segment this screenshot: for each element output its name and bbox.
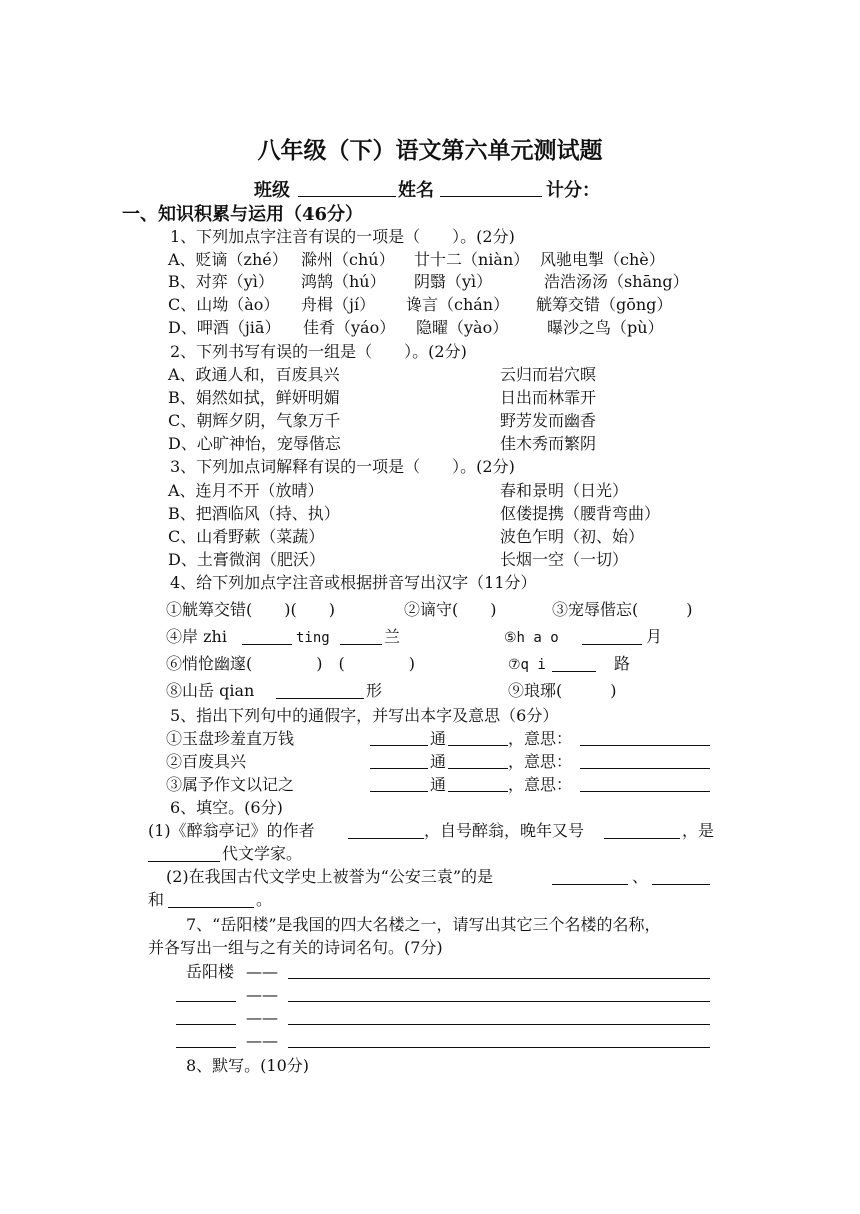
q3-option: 波色乍明（初、始） (500, 527, 645, 546)
q4-blank (340, 644, 382, 645)
q4-item: ②谪守( ) (404, 600, 497, 619)
name-blank (440, 196, 542, 197)
q4-item: 月 (646, 627, 663, 646)
q5-blank (580, 745, 710, 746)
q7-stem: 7、“岳阳楼”是我国的四大名楼之一，请写出其它三个名楼的名称， (186, 915, 661, 934)
q4-item: 兰 (384, 627, 401, 646)
q5-blank (370, 768, 428, 769)
q1-option: 佳肴（yáo） (303, 318, 396, 337)
q6-text: (2)在我国古代文学史上被誉为“公安三袁”的是 (166, 867, 494, 886)
q5-blank (580, 791, 710, 792)
q3-option: D、土膏微润（肥沃） (168, 550, 325, 569)
q1-option: 风驰电掣（chè） (540, 250, 665, 269)
q7-answer-line (288, 1047, 710, 1048)
q2-option: 佳木秀而繁阴 (500, 434, 597, 453)
q5-tong: 通 (430, 729, 447, 748)
q5-blank (448, 768, 508, 769)
q2-option: 云归而岩穴暝 (500, 365, 597, 384)
q7-name-blank (176, 1001, 236, 1002)
q5-blank (448, 745, 508, 746)
q7-dash: —— (246, 962, 278, 981)
q4-item: ⑤h a o (504, 630, 559, 646)
q7-answer-line (288, 978, 710, 979)
q2-option: D、心旷神怡，宠辱偕忘 (168, 434, 341, 453)
q3-option: 春和景明（日光） (500, 481, 629, 500)
q4-item: ⑥悄怆幽邃( ) ( ) (166, 654, 415, 673)
q5-blank (370, 745, 428, 746)
q7-dash: —— (246, 1031, 278, 1050)
q2-option: 日出而林霏开 (500, 388, 597, 407)
q3-stem: 3、下列加点词解释有误的一项是（ ）。(2分) (170, 457, 515, 476)
q4-item: ⑨琅琊( ) (508, 681, 617, 700)
q6-blank (552, 884, 628, 885)
q4-item: ting (296, 630, 330, 646)
q7-label: 岳阳楼 (186, 962, 235, 981)
q4-item: ③宠辱偕忘( ) (552, 600, 693, 619)
header-score-label: 计分： (546, 180, 600, 201)
q2-option: C、朝辉夕阴，气象万千 (168, 411, 341, 430)
q6-text: 和 (148, 890, 165, 909)
q1-stem: 1、下列加点字注音有误的一项是（ ）。(2分) (170, 227, 515, 246)
q7-dash: —— (246, 1008, 278, 1027)
q6-blank (168, 907, 254, 908)
q1-option: 曝沙之鸟（pù） (547, 318, 664, 337)
q4-item: ④岸 zhi (166, 627, 227, 646)
q4-item: 形 (366, 681, 383, 700)
q1-option: 觥筹交错（gōng） (536, 295, 673, 314)
q6-text: 、 (632, 867, 649, 886)
q4-blank (276, 698, 364, 699)
q2-option: 野芳发而幽香 (500, 411, 597, 430)
q2-option: A、政通人和，百废具兴 (168, 365, 340, 384)
q7-dash: —— (246, 985, 278, 1004)
q1-option: 鸿鹄（hú） (301, 272, 386, 291)
q5-yisi: ，意思： (508, 729, 573, 748)
q4-blank (242, 644, 292, 645)
q1-option: A、贬谪（zhé） (168, 250, 288, 269)
q1-option: D、呷酒（jiā） (168, 318, 281, 337)
q6-blank (652, 884, 710, 885)
q6-blank (148, 861, 220, 862)
q6-text: 。 (256, 890, 273, 909)
q3-option: 长烟一空（一切） (500, 550, 629, 569)
header-class-label: 班级 (254, 180, 290, 201)
q5-tong: 通 (430, 775, 447, 794)
section-heading: 一、知识积累与运用（46分） (122, 204, 364, 225)
q1-option: 滁州（chú） (301, 250, 395, 269)
q5-item: ③属予作文以记之 (166, 775, 295, 794)
q5-stem: 5、指出下列句中的通假字，并写出本字及意思（6分） (170, 706, 559, 725)
q1-option: B、对弈（yì） (168, 272, 274, 291)
q1-option: 舟楫（jí） (301, 295, 376, 314)
page-title: 八年级（下）语文第六单元测试题 (257, 137, 603, 164)
header-name-label: 姓名 (398, 180, 434, 201)
q6-text: (1)《醉翁亭记》的作者 (148, 821, 315, 840)
q4-stem: 4、给下列加点字注音或根据拼音写出汉字（11分） (170, 573, 537, 592)
q4-blank (552, 671, 596, 672)
q7-answer-line (288, 1001, 710, 1002)
q4-item: 路 (614, 654, 631, 673)
q1-option: 浩浩汤汤（shāng） (544, 272, 689, 291)
q6-text: 代文学家。 (222, 844, 303, 863)
q4-blank (582, 644, 642, 645)
q6-blank (348, 838, 424, 839)
q3-option: C、山肴野蔌（菜蔬） (168, 527, 325, 546)
q5-yisi: ，意思： (508, 775, 573, 794)
q2-option: B、娟然如拭，鲜妍明媚 (168, 388, 340, 407)
q3-option: B、把酒临风（持、执） (168, 504, 340, 523)
q6-text: ，自号醉翁，晚年又号 (424, 821, 585, 840)
q7-name-blank (176, 1024, 236, 1025)
q4-item: ⑧山岳 qian (166, 681, 255, 700)
class-blank (298, 196, 396, 197)
q7-answer-line (288, 1024, 710, 1025)
q1-option: 廿十二（niàn） (414, 250, 530, 269)
q5-item: ①玉盘珍羞直万钱 (166, 729, 295, 748)
q7-stem: 并各写出一组与之有关的诗词名句。(7分) (148, 938, 443, 957)
q5-blank (370, 791, 428, 792)
q7-name-blank (176, 1047, 236, 1048)
q1-option: C、山坳（ào） (168, 295, 280, 314)
q5-item: ②百废具兴 (166, 752, 247, 771)
q1-option: 谗言（chán） (406, 295, 510, 314)
q1-option: 隐曜（yào） (416, 318, 509, 337)
q5-yisi: ，意思： (508, 752, 573, 771)
q4-item: ①觥筹交错( )( ) (166, 600, 335, 619)
q6-text: ，是 (682, 821, 715, 840)
q3-option: 伛偻提携（腰背弯曲） (500, 504, 661, 523)
q5-tong: 通 (430, 752, 447, 771)
q6-blank (604, 838, 680, 839)
q4-item: ⑦q i (508, 657, 546, 673)
q3-option: A、连月不开（放晴） (168, 481, 324, 500)
q1-option: 阴翳（yì） (414, 272, 493, 291)
q2-stem: 2、下列书写有误的一组是（ ）。(2分) (170, 342, 467, 361)
q6-stem: 6、填空。(6分) (170, 798, 283, 817)
q5-blank (580, 768, 710, 769)
q5-blank (448, 791, 508, 792)
q8-stem: 8、默写。(10分) (186, 1056, 310, 1075)
